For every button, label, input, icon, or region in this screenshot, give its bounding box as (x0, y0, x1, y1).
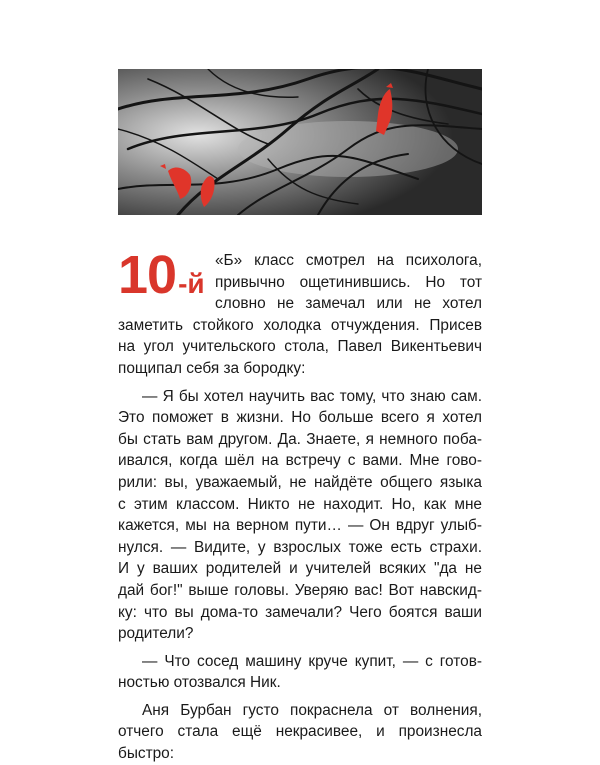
text-line: ивался, когда шёл на встречу с вами. Мне гово- (118, 452, 482, 470)
illustration-scene (118, 69, 482, 215)
text-line: рили: вы, уважаемый, не найдёте общего языка (118, 473, 482, 491)
body-text (118, 250, 482, 765)
text-line: — Что сосед машину круче купит, — с готов- (142, 652, 482, 670)
drop-cap-suffix: -й (178, 268, 205, 299)
drop-cap-number: 10 (118, 245, 177, 305)
chapter-illustration (118, 69, 482, 215)
paragraph-1 (118, 250, 482, 380)
text-line: заметить стойкого холодка отчуждения. Присев (118, 316, 482, 334)
text-line: нулся. — Видите, у взрослых тоже есть страхи. (118, 538, 482, 556)
text-line: на угол учительского стола, Павел Викентьевич (118, 338, 482, 356)
paragraph-2 (118, 386, 482, 645)
text-line: И у ваших родителей и учителей всяких "да не (118, 560, 482, 578)
paragraph-3 (118, 651, 482, 694)
text-line: — Я бы хотел научить вас тому, что знаю сам. (142, 387, 482, 405)
text-line: ку: что вы дома-то замечали? Чего боятся ваши (118, 603, 482, 621)
text-line: с этим классом. Никто не находит. Но, как мне (118, 495, 482, 513)
text-line: ностью отозвался Ник. (118, 674, 281, 692)
paragraph-4 (118, 700, 482, 765)
text-line: Это поможет в жизни. Но больше всего я хотел (118, 409, 482, 427)
text-line: отчего стала ещё некрасивее, и произнесла (118, 723, 482, 741)
text-line: «Б» класс смотрел на психолога, (215, 252, 482, 269)
text-line: дай бог!" выше головы. Уверяю вас! Вот навскид- (118, 581, 482, 599)
text-line: родители? (118, 625, 194, 643)
text-line: быстро: (118, 745, 175, 763)
text-line: привычно ощетинившись. Но тот (215, 273, 482, 291)
text-line: словно не замечал или не хотел (215, 295, 482, 313)
text-line: бы стать вам другом. Да. Знаете, я немного поба- (118, 430, 482, 448)
text-line: Аня Бурбан густо покраснела от волнения, (142, 701, 482, 719)
text-line: пощипал себя за бородку: (118, 359, 306, 377)
text-line: кажется, мы на верном пути… — Он вдруг улыб- (118, 517, 482, 535)
